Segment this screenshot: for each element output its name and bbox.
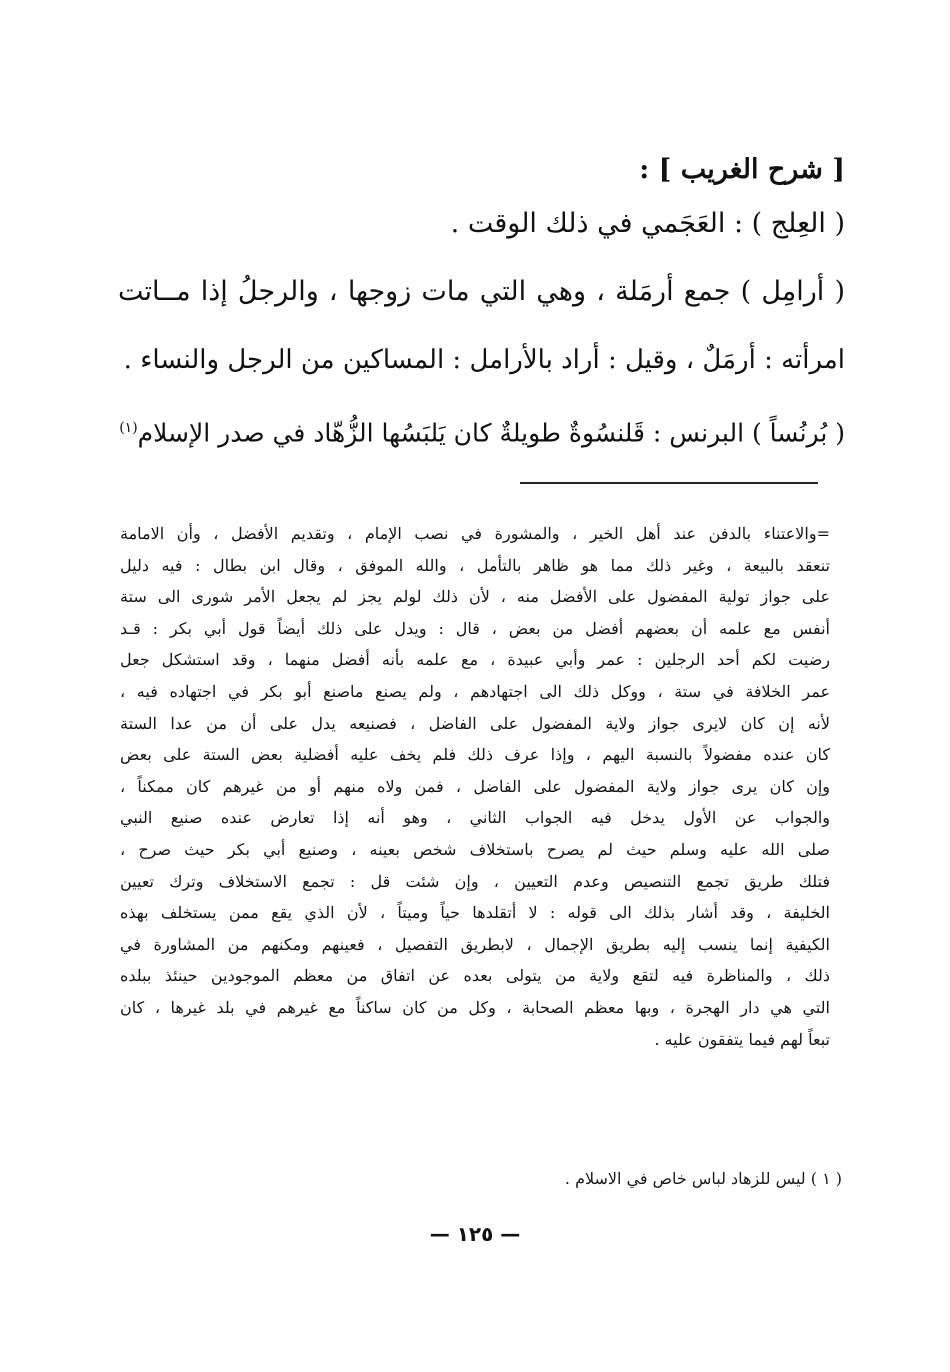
note-line: أنفس مع علمه أن بعضهم أفضل من بعض ، قال : ويدل على ذلك أيضاً قول أبي بكر : قـد <box>120 618 830 638</box>
main-line: ( العِلج ) : العَجَمي في ذلك الوقت . <box>450 208 845 239</box>
section-heading: [ شرح الغريب ] : <box>639 154 845 185</box>
commentary-notes <box>120 518 830 1055</box>
main-line-with-footnote-ref <box>118 394 845 467</box>
note-line: فتلك طريق تجمع التنصيص وعدم التعيين ، وإن شئت قل : تجمع الاستخلاف وترك تعيين <box>120 871 830 891</box>
main-line-text: ( بُرنُساً ) البرنس : قَلنسُوةٌ طويلةٌ كان يَلبَسُها الزُّهّاد في صدر الإسلام <box>137 418 845 448</box>
note-line: صلى الله عليه وسلم حيث لم يصرح باستخلاف شخص بعينه ، وصنيع أبي بكر حيث صرح ، <box>120 839 830 859</box>
note-line: التي هي دار الهجرة ، وبها معظم الصحابة ، وكل من كان ساكناً مع غيرهم في بلد غيرها ، كان <box>120 997 830 1017</box>
note-line: الكيفية إنما ينسب إليه بطريق الإجمال ، لابطريق التفصيل ، فعينهم ومكنهم من المشاورة في <box>120 934 830 954</box>
note-line: رضيت لكم أحد الرجلين : عمر وأبي عبيدة ، مع علمه بأنه أفضل منهما ، وقد استشكل جعل <box>120 650 830 670</box>
note-line: =والاعتناء بالدفن عند أهل الخير ، والمشورة في نصب الإمام ، وتقديم الأفضل ، وأن الامامة <box>120 524 830 543</box>
footnote-reference: (١) <box>119 420 138 436</box>
main-text <box>118 150 845 467</box>
main-line: ( أرامِل ) جمع أرمَلة ، وهي التي مات زوجها ، والرجلُ إذا مــاتت <box>118 276 845 307</box>
note-line: لأنه إن كان لايرى جواز ولاية المفضول على الفاضل ، فصنيعه يدل على أن من عدا الستة <box>120 713 830 733</box>
main-line: امرأته : أرمَلٌ ، وقيل : أراد بالأرامل : المساكين من الرجل والنساء . <box>123 345 845 375</box>
footnote-separator <box>520 482 818 484</box>
note-line: تنعقد بالبيعة ، وغير ذلك مما هو ظاهر بالتأمل ، والله الموفق ، وقال ابن بطال : فيه دليل <box>120 555 830 575</box>
note-line: والجواب عن الأول يدخل فيه الجواب الثاني ، وهو أنه إذا تعارض عنده صنيع النبي <box>120 808 830 828</box>
note-line: عمر الخلافة في ستة ، ووكل ذلك الى اجتهادهم ، ولم يصنع ماصنع أبو بكر في اجتهاده فيه ، <box>120 681 830 701</box>
note-line: ذلك ، والمناظرة فيه لتقع ولاية من يتولى بعده عن اتفاق من معظم الموجودين حينئذ ببلده <box>120 966 830 986</box>
page-number: — ١٢٥ — <box>429 1222 521 1246</box>
note-line: على جواز تولية المفضول على الأفضل منه ، لأن ذلك لولم يجز لم يجعل الأمر شورى الى ستة <box>120 587 830 607</box>
note-line: وإن كان يرى جواز ولاية المفضول على الفاضل ، فمن ولاه منهم أو من غيرهم كان ممكناً ، <box>120 776 830 796</box>
note-line: تبعاً لهم فيما يتفقون عليه . <box>654 1029 830 1049</box>
footnote: ( ١ ) ليس للزهاد لباس خاص في الاسلام . <box>564 1169 842 1188</box>
note-line: الخليفة ، وقد أشار بذلك الى قوله : لا أتقلدها حياً وميتاً ، لأن الذي يقع ممن يستخلف بهذه <box>120 903 830 923</box>
note-line: كان عنده مفضولاً بالنسبة اليهم ، وإذا عرف ذلك فلم يخف عليه أفضلية بعض الستة على بعض <box>120 745 830 765</box>
